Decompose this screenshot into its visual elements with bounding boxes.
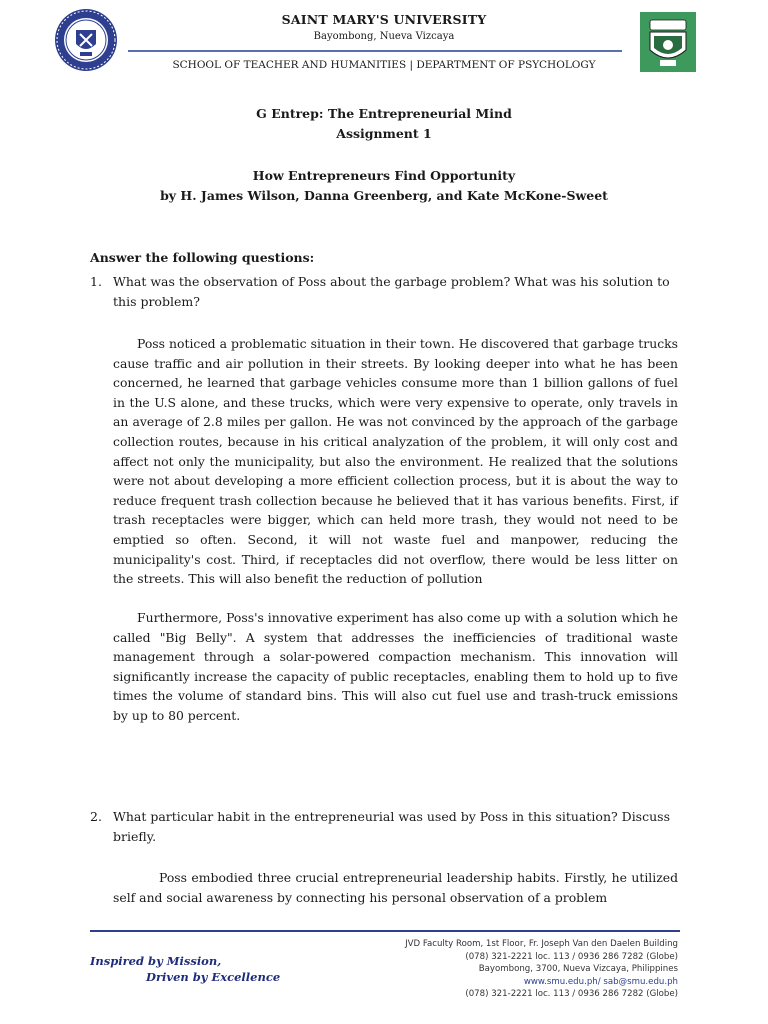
answer-2-paragraph-1: Poss embodied three crucial entrepreneurial leadership habits. Firstly, he utilized self and social awareness by connecting his personal observation of a problem [113,870,678,905]
footer-website-link[interactable]: www.smu.edu.ph/ sab@smu.edu.ph [523,976,678,987]
question-text: What particular habit in the entrepreneurial was used by Poss in this situation? Discuss briefly. [113,809,670,844]
course-title: G Entrep: The Entrepreneurial Mind [256,106,512,121]
question-number: 1. [90,274,102,289]
footer-address-2: (078) 321-2221 loc. 113 / 0936 286 7282 (Globe) [465,951,678,962]
motto-line-1: Inspired by Mission, [90,954,222,968]
footer-divider [90,930,680,932]
department-crest-icon [640,12,696,72]
footer-address-3: Bayombong, 3700, Nueva Vizcaya, Philippines [478,964,678,975]
answer-1-paragraph-2: Furthermore, Poss's innovative experiment has also come up with a solution which he called "Big Belly". A system that addresses the inefficiencies of traditional waste management through a solar-powered compaction mechanism. This innovation will significantly increase the capacity of public receptacles, enabling them to hold up to five times the volume of standard bins. This will also cut fuel use and trash-truck emissions by up to 80 percent. [113,610,678,723]
university-name: SAINT MARY'S UNIVERSITY [281,12,487,27]
answer-1-paragraph-1: Poss noticed a problematic situation in their town. He discovered that garbage trucks cause traffic and air pollution in their streets. By looking deeper into what he has been concerned, he learned that garbage vehicles consume more than 1 billion gallons of fuel in the U.S alone, and these trucks, which were very expensive to operate, only travels in an average of 2.8 miles per gallon. He was not convinced by the approach of the garbage collection routes, because in his critical analyzation of the problem, it will only cost and affect not only the municipality, but also the environment. He realized that the solutions were not about developing a more efficient collection process, but it is about the way to reduce frequent trash collection because he believed that it has various benefits. First, if trash receptacles were bigger, which can held more trash, they would not need to be emptied so often. Second, it will not waste fuel and manpower, reducing the municipality's cost. Third, if receptacles did not overflow, there would be less litter on the streets. This will also benefit the reduction of pollution [113,336,678,587]
instructions: Answer the following questions: [90,250,315,265]
article-title: How Entrepreneurs Find Opportunity [252,168,516,183]
motto-line-2: Driven by Excellence [146,970,281,984]
footer-contact [338,938,678,1001]
question-number: 2. [90,809,102,824]
footer-address-1: JVD Faculty Room, 1st Floor, Fr. Joseph Van den Daelen Building [405,939,678,949]
department-line: SCHOOL OF TEACHER AND HUMANITIES | DEPARTMENT OF PSYCHOLOGY [172,59,596,71]
footer-phone: (078) 321-2221 loc. 113 / 0936 286 7282 (Globe) [465,989,678,1000]
assignment-title: Assignment 1 [336,126,432,141]
question-1 [90,272,678,312]
university-location: Bayombong, Nueva Vizcaya [313,31,455,42]
question-text: What was the observation of Poss about the garbage problem? What was his solution to this problem? [113,274,670,309]
article-authors: by H. James Wilson, Danna Greenberg, and Kate McKone-Sweet [160,188,608,203]
header-divider [128,50,622,52]
question-2 [90,807,678,847]
